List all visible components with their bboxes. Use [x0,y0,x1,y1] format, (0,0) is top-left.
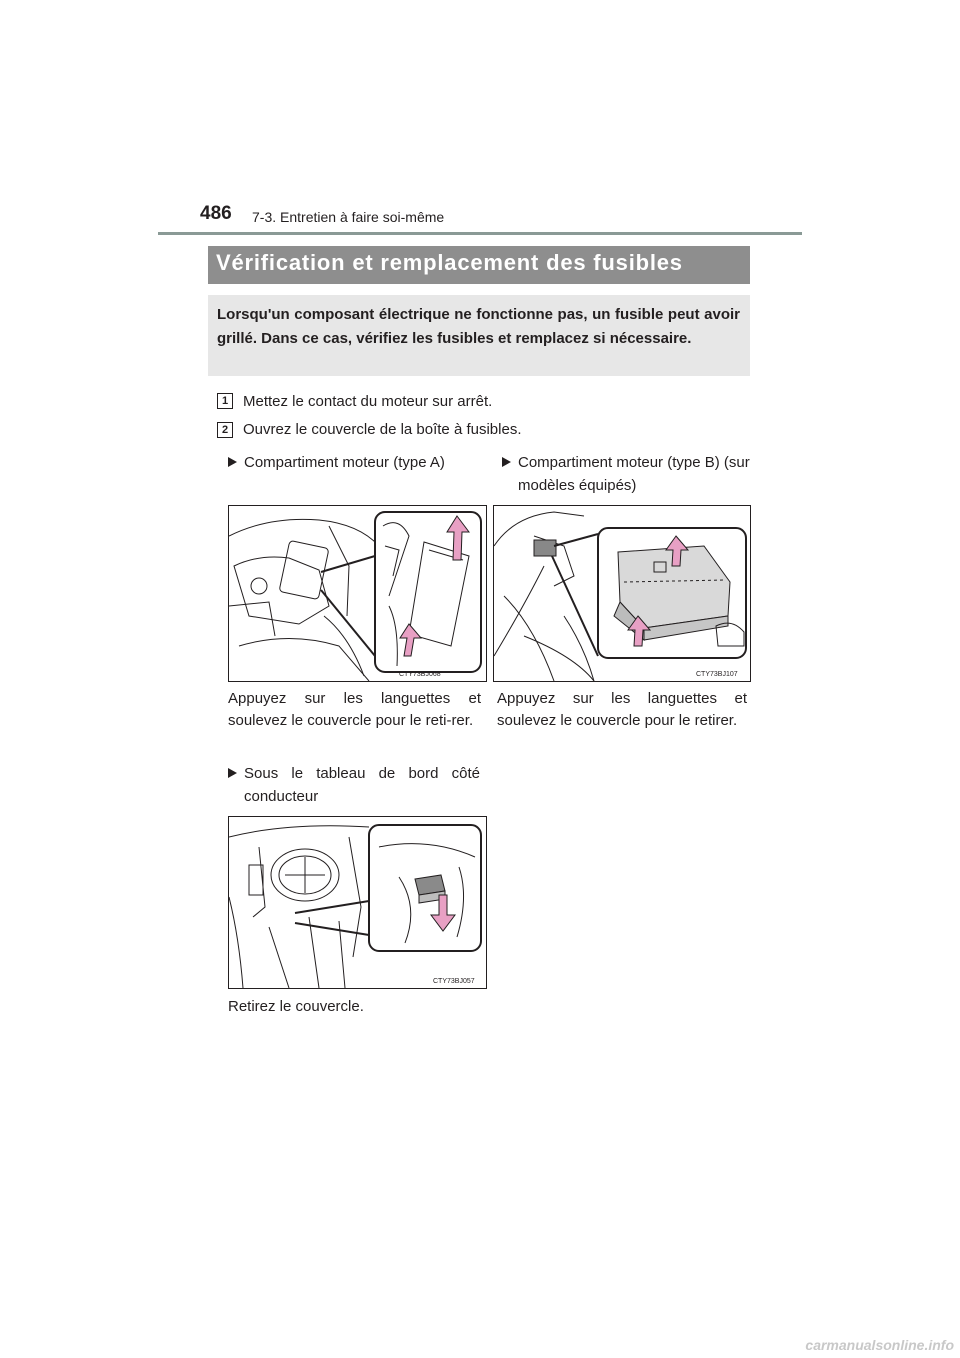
intro-text: Lorsqu'un composant électrique ne fonctionne pas, un fusible peut avoir grillé. Dans ce cas, vérifiez les fusibles et remplacez si nécessaire. [217,306,740,347]
figure-code-a: CTY73BJ068 [399,671,441,678]
illustration-engine-type-a [228,505,487,682]
figure-code-b: CTY73BJ107 [696,671,738,678]
intro-box [208,295,750,376]
illustration-engine-type-b [493,505,751,682]
illustration-dashboard [228,816,487,989]
section-label: 7-3. Entretien à faire soi-même [252,209,445,225]
title-band [208,246,750,284]
header-rule [158,232,802,235]
triangle-bullet-icon [228,768,237,778]
page-title: Vérification et remplacement des fusibles [216,250,683,275]
bullet-dashboard [228,762,480,808]
triangle-bullet-icon [228,457,237,467]
step-2-badge: 2 [217,422,233,438]
step-2-text: Ouvrez le couvercle de la boîte à fusibles. [243,421,522,438]
triangle-bullet-icon [502,457,511,467]
bullet-engine-type-b [502,451,752,497]
page-number: 486 [200,203,232,224]
watermark: carmanualsonline.info [805,1337,954,1353]
figure-code-dashboard: CTY73BJ057 [433,978,475,985]
caption-engine-type-b: Appuyez sur les languettes et soulevez le couvercle pour le retirer. [497,690,747,729]
step-1-text: Mettez le contact du moteur sur arrêt. [243,393,493,410]
caption-engine-type-a: Appuyez sur les languettes et soulevez le couvercle pour le reti-rer. [228,690,481,729]
bullet-engine-type-b-text: Compartiment moteur (type B) (sur modèles équipés) [518,454,750,494]
step-1-badge: 1 [217,393,233,409]
caption-dashboard: Retirez le couvercle. [228,998,364,1015]
bullet-dashboard-text: Sous le tableau de bord côté conducteur [244,765,480,805]
bullet-engine-type-a [228,451,490,474]
bullet-engine-type-a-text: Compartiment moteur (type A) [244,454,445,471]
